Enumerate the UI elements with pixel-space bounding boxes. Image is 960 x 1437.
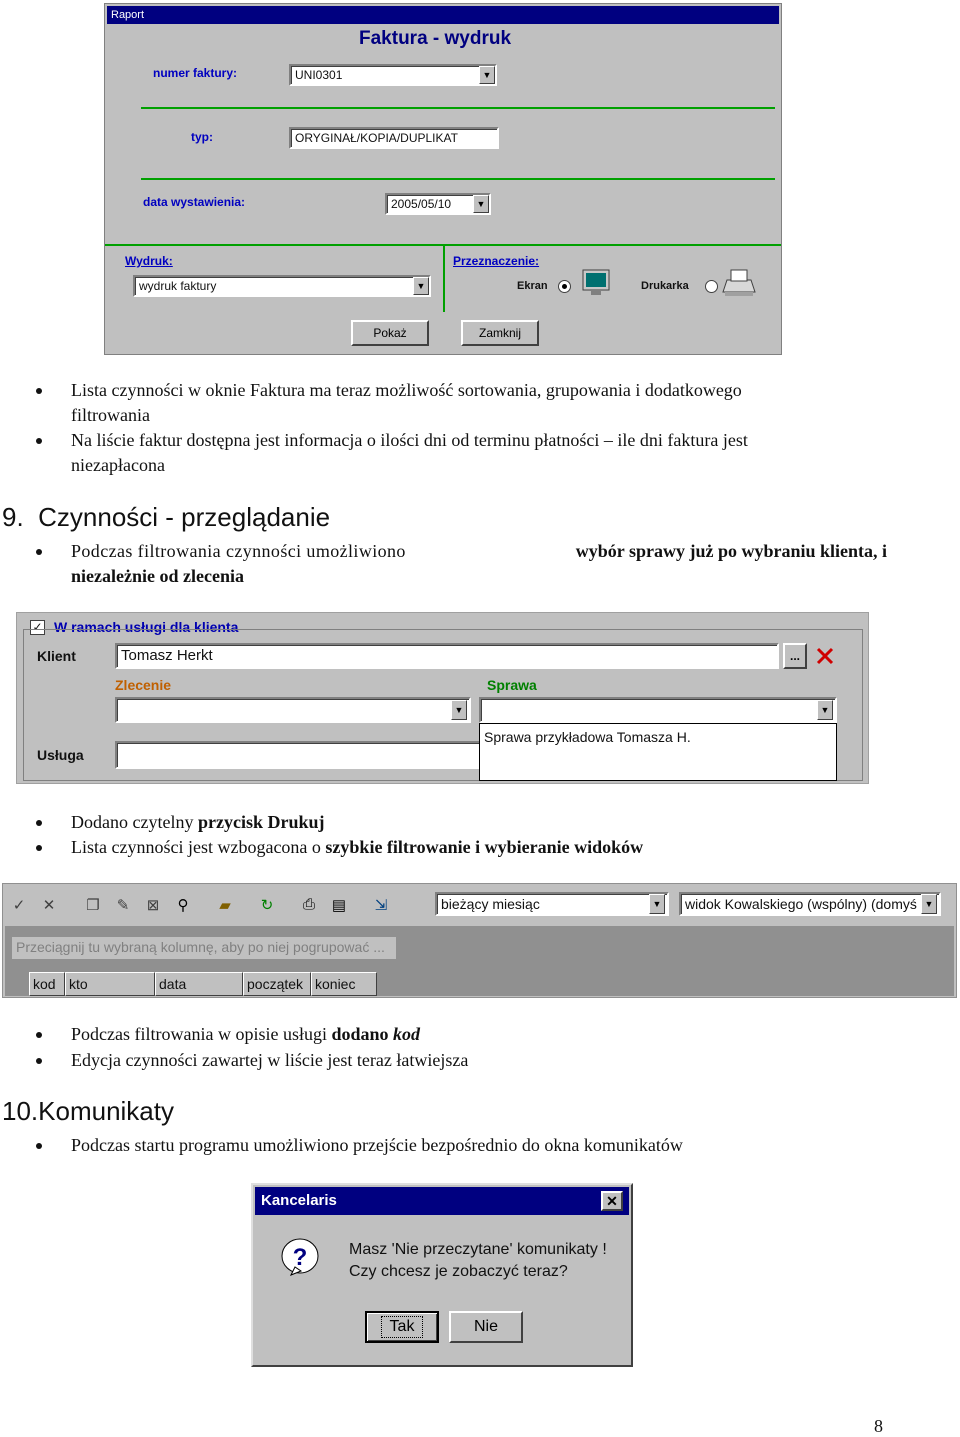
delete-icon[interactable]: ✕ xyxy=(37,892,61,918)
yes-button[interactable] xyxy=(365,1311,439,1343)
column-header-data[interactable]: data xyxy=(155,972,243,996)
ekran-radio[interactable] xyxy=(558,280,571,293)
no-button[interactable] xyxy=(449,1311,523,1343)
line: filtrowania xyxy=(71,405,150,425)
numer-value: UNI0301 xyxy=(295,68,343,82)
text-normal: Podczas filtrowania czynności umożliwiono xyxy=(71,541,406,561)
line: Lista czynności w oknie Faktura ma teraz możliwość sortowania, grupowania i dodatkowego xyxy=(71,380,742,400)
binoculars-icon[interactable]: ⚲ xyxy=(171,892,195,918)
sprawa-option[interactable]: Sprawa przykładowa Tomasza H. xyxy=(484,729,691,745)
usluga-label: Usługa xyxy=(37,747,84,763)
text-bold: niezależnie od zlecenia xyxy=(71,566,244,586)
bullet xyxy=(36,549,42,555)
column-header-kod[interactable]: kod xyxy=(29,972,65,996)
klient-panel xyxy=(16,612,869,784)
group-hint-text: Przeciągnij tu wybraną kolumnę, aby po niej pogrupować ... xyxy=(16,939,385,955)
section-heading: 9. Czynności - przeglądanie xyxy=(2,502,331,532)
text-bold: przycisk Drukuj xyxy=(197,812,325,832)
text-normal: Podczas filtrowania w opisie usługi xyxy=(71,1024,332,1044)
check-icon[interactable]: ✓ xyxy=(7,892,31,918)
klient-value: Tomasz Herkt xyxy=(121,647,213,664)
bullet xyxy=(36,438,42,444)
monitor-icon xyxy=(581,268,611,298)
checkbox[interactable]: ✓ xyxy=(30,620,45,635)
remove-icon[interactable]: ⊠ xyxy=(141,892,165,918)
ekran-label: Ekran xyxy=(517,280,548,292)
raport-titlebar: Raport xyxy=(107,6,779,24)
klient-label: Klient xyxy=(37,648,76,664)
export-icon[interactable]: ⇲ xyxy=(369,892,393,918)
bullet-text: Podczas startu programu umożliwiono przejście bezpośrednio do okna komunikatów xyxy=(71,1135,683,1155)
chevron-down-icon[interactable]: ▼ xyxy=(413,277,429,295)
chevron-down-icon[interactable]: ▼ xyxy=(451,700,467,720)
typ-value: ORYGINAŁ/KOPIA/DUPLIKAT xyxy=(295,131,458,145)
bullet-text: Edycja czynności zawartej w liście jest teraz łatwiejsza xyxy=(71,1050,469,1070)
text-normal: Dodano czytelny xyxy=(71,812,198,832)
wydruk-select[interactable] xyxy=(133,275,431,297)
refresh-icon[interactable]: ↻ xyxy=(255,892,279,918)
wydruk-value: wydruk faktury xyxy=(139,279,217,293)
chevron-down-icon[interactable]: ▼ xyxy=(817,700,833,720)
vertical-divider xyxy=(443,246,445,312)
dialog-line2: Czy chcesz je zobaczyć teraz? xyxy=(349,1263,568,1280)
chevron-down-icon[interactable]: ▼ xyxy=(473,195,489,213)
raport-heading: Faktura - wydruk xyxy=(359,28,512,49)
browse-button[interactable]: ... xyxy=(783,643,807,669)
bullet-text xyxy=(71,1022,420,1047)
bullet-text xyxy=(71,810,324,835)
typ-field[interactable] xyxy=(289,127,499,149)
klient-field[interactable] xyxy=(115,643,779,669)
wydruk-label: Wydruk: xyxy=(125,254,173,268)
typ-label: typ: xyxy=(191,130,213,144)
line: Na liście faktur dostępna jest informacja o ilości dni od terminu płatności – ile dni faktura jest xyxy=(71,430,748,450)
bullet xyxy=(36,845,42,851)
bullet-text xyxy=(71,835,643,860)
zlecenie-select[interactable] xyxy=(115,697,471,723)
bullet-text xyxy=(71,378,742,428)
pokaz-button[interactable]: Pokaż xyxy=(351,320,429,346)
printer-icon xyxy=(721,266,757,300)
date-value: 2005/05/10 xyxy=(391,197,452,211)
no-button-label: Nie xyxy=(473,1318,498,1335)
checkbox-label: W ramach usługi dla klienta xyxy=(54,619,239,635)
chevron-down-icon[interactable]: ▼ xyxy=(649,894,665,914)
drukarka-radio[interactable] xyxy=(705,280,718,293)
text-bold: dodano xyxy=(331,1024,394,1044)
text-normal: Lista czynności jest wzbogacona o xyxy=(71,837,326,857)
column-header-kto[interactable]: kto xyxy=(65,972,155,996)
drukarka-label: Drukarka xyxy=(641,280,689,292)
print-setup-icon[interactable]: ▤ xyxy=(327,892,351,918)
edit-icon[interactable]: ✎ xyxy=(111,892,135,918)
divider xyxy=(141,178,775,180)
view-select[interactable] xyxy=(679,892,941,916)
close-icon[interactable]: ✕ xyxy=(601,1191,623,1211)
toolbar-panel xyxy=(2,883,957,998)
sprawa-select[interactable] xyxy=(479,697,837,723)
text-bold: wybór sprawy już po wybraniu klienta, i xyxy=(575,541,887,561)
text-bold: szybkie filtrowanie i wybieranie widoków xyxy=(325,837,644,857)
view-value: widok Kowalskiego (wspólny) (domyś xyxy=(685,896,917,912)
bullet-text xyxy=(71,428,748,478)
question-icon xyxy=(281,1237,319,1281)
dialog-line1: Masz 'Nie przeczytane' komunikaty ! xyxy=(349,1241,607,1258)
page-number: 8 xyxy=(874,1416,883,1436)
chevron-down-icon[interactable]: ▼ xyxy=(479,66,495,84)
svg-text:?: ? xyxy=(292,1244,308,1271)
yes-button-label: Tak xyxy=(381,1316,424,1338)
bullet xyxy=(36,388,42,394)
divider xyxy=(141,107,775,109)
copy-icon[interactable]: ❐ xyxy=(81,892,105,918)
bullet-text xyxy=(71,539,887,589)
chevron-down-icon[interactable]: ▼ xyxy=(921,894,937,914)
dialog-title: Kancelaris xyxy=(261,1192,337,1209)
numer-select[interactable] xyxy=(289,64,497,86)
raport-window xyxy=(104,3,782,355)
dialog-titlebar xyxy=(255,1187,629,1215)
zamknij-button[interactable]: Zamknij xyxy=(461,320,539,346)
group-hint[interactable] xyxy=(11,936,397,960)
kancelaris-dialog xyxy=(251,1183,633,1367)
bullet xyxy=(36,820,42,826)
print-icon[interactable]: ⎙ xyxy=(297,892,321,918)
bullet xyxy=(36,1032,42,1038)
numer-label: numer faktury: xyxy=(153,66,238,80)
sprawa-dropdown-list[interactable] xyxy=(479,723,837,781)
bullet xyxy=(36,1143,42,1149)
column-header-koniec[interactable]: koniec xyxy=(311,972,377,996)
data-label: data wystawienia: xyxy=(143,195,246,209)
sprawa-label: Sprawa xyxy=(487,677,537,693)
przeznaczenie-label: Przeznaczenie: xyxy=(453,254,540,268)
text-italic: kod xyxy=(393,1024,421,1044)
folder-open-icon[interactable]: ▰ xyxy=(213,892,237,918)
zlecenie-label: Zlecenie xyxy=(115,677,172,693)
section-heading: 10.Komunikaty xyxy=(2,1096,174,1126)
usluga-field[interactable] xyxy=(115,741,481,769)
period-value: bieżący miesiąc xyxy=(441,896,540,912)
bullet xyxy=(36,1058,42,1064)
line: niezapłacona xyxy=(71,455,165,475)
column-header-poczatek[interactable]: początek xyxy=(243,972,311,996)
period-select[interactable] xyxy=(435,892,669,916)
close-icon[interactable] xyxy=(813,643,837,669)
